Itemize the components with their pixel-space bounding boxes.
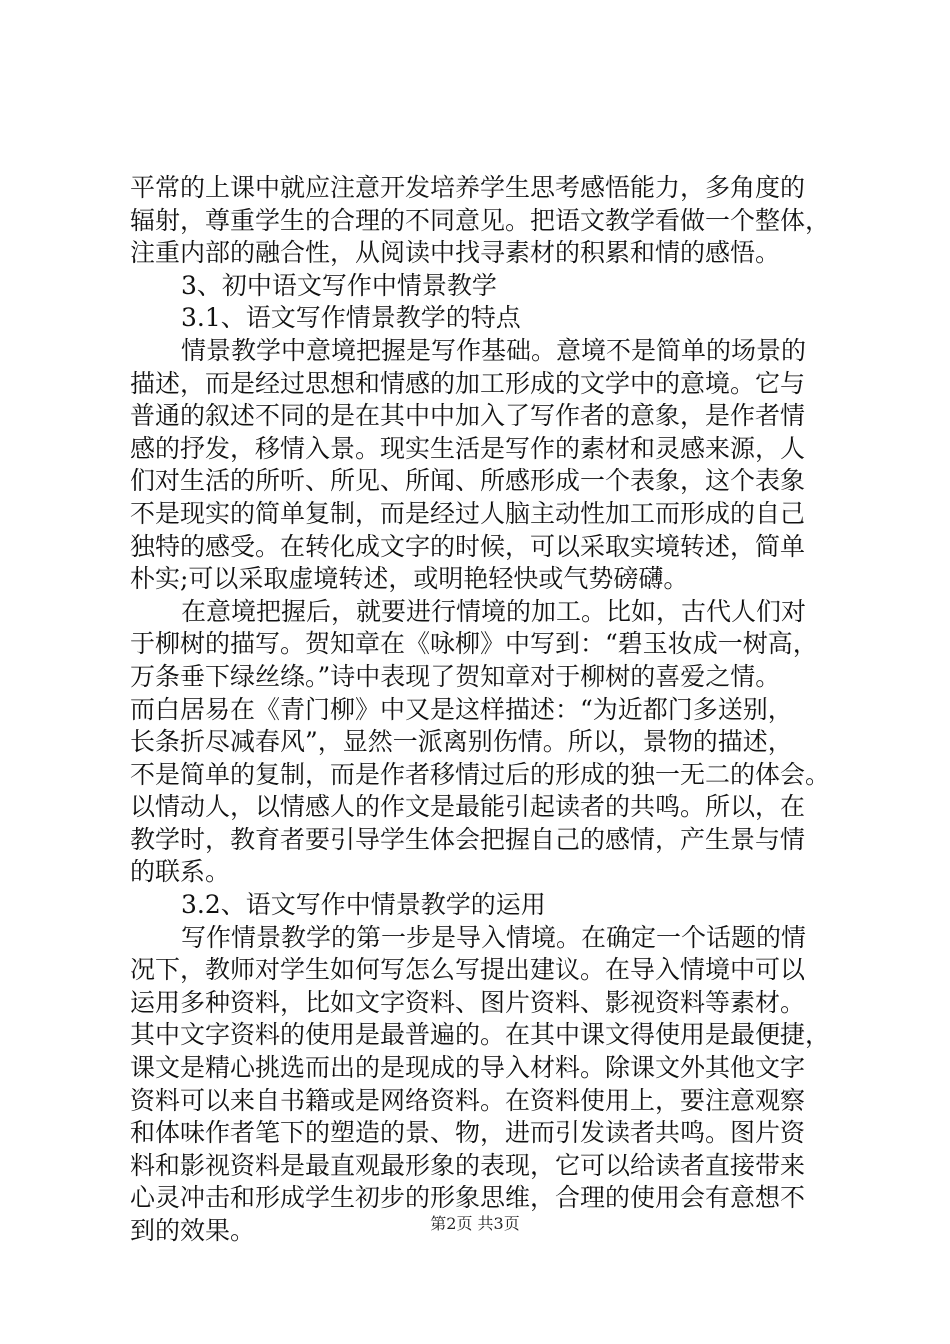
text-line: 长条折尽减春风”，显然一派离别伤情。所以，景物的描述， xyxy=(130,727,793,757)
text-line: 课文是精心挑选而出的是现成的导入材料。除课文外其他文字 xyxy=(130,1053,806,1083)
text-line: 到的效果。 xyxy=(130,1216,256,1245)
text-line: 独特的感受。在转化成文字的时候，可以采取实境转述，简单 xyxy=(130,531,806,561)
text-line: 万条垂下绿丝绦。”诗中表现了贺知章对于柳树的喜爱之情。 xyxy=(130,661,781,691)
text-line: 资料可以来自书籍或是网络资料。在资料使用上，要注意观察 xyxy=(130,1085,806,1115)
text-line: 况下，教师对学生如何写怎么写提出建议。在导入情境中可以 xyxy=(130,955,806,985)
text-line: 的联系。 xyxy=(130,857,231,887)
body-text xyxy=(130,172,840,1248)
text-line: 写作情景教学的第一步是导入情境。在确定一个话题的情 xyxy=(181,922,807,952)
subsection-heading: 3.2、语文写作中情景教学的运用 xyxy=(181,890,546,920)
subsection-heading: 3.1、语文写作情景教学的特点 xyxy=(181,303,521,333)
text-line: 普通的叙述不同的是在其中中加入了写作者的意象，是作者情 xyxy=(130,401,806,431)
text-line: 辐射，尊重学生的合理的不同意见。把语文教学看做一个整体， xyxy=(130,205,831,235)
text-line: 平常的上课中就应注意开发培养学生思考感悟能力，多角度的 xyxy=(130,173,806,202)
text-line: 不是简单的复制，而是作者移情过后的形成的独一无二的体会。 xyxy=(130,759,831,789)
text-line: 运用多种资料，比如文字资料、图片资料、影视资料等素材。 xyxy=(130,987,806,1017)
text-line: 于柳树的描写。贺知章在《咏柳》中写到：“碧玉妆成一树高， xyxy=(130,629,818,659)
text-line: 而白居易在《青门柳》中又是这样描述：“为近都门多送别， xyxy=(130,694,793,724)
text-line: 心灵冲击和形成学生初步的形象思维，合理的使用会有意想不 xyxy=(130,1183,806,1213)
text-line: 朴实;可以采取虚境转述，或明艳轻快或气势磅礴。 xyxy=(130,564,689,594)
text-line: 在意境把握后，就要进行情境的加工。比如，古代人们对 xyxy=(181,596,807,626)
text-line: 们对生活的所听、所见、所闻、所感形成一个表象，这个表象 xyxy=(130,466,806,496)
text-line: 感的抒发，移情入景。现实生活是写作的素材和灵感来源，人 xyxy=(130,433,806,463)
text-line: 描述，而是经过思想和情感的加工形成的文学中的意境。它与 xyxy=(130,368,806,398)
text-line: 和体味作者笔下的塑造的景、物，进而引发读者共鸣。图片资 xyxy=(130,1118,806,1148)
text-line: 其中文字资料的使用是最普遍的。在其中课文得使用是最便捷， xyxy=(130,1020,831,1050)
text-line: 以情动人，以情感人的作文是最能引起读者的共鸣。所以，在 xyxy=(130,792,806,822)
section-heading: 3、初中语文写作中情景教学 xyxy=(181,270,497,300)
page-number-footer: 第2页 共3页 xyxy=(430,1214,520,1233)
text-line: 料和影视资料是最直观最形象的表现，它可以给读者直接带来 xyxy=(130,1150,806,1180)
text-line: 教学时，教育者要引导学生体会把握自己的感情，产生景与情 xyxy=(130,824,806,854)
text-line: 注重内部的融合性，从阅读中找寻素材的积累和情的感悟。 xyxy=(130,238,781,268)
text-line: 不是现实的简单复制，而是经过人脑主动性加工而形成的自己 xyxy=(130,498,806,528)
text-line: 情景教学中意境把握是写作基础。意境不是简单的场景的 xyxy=(181,335,807,365)
